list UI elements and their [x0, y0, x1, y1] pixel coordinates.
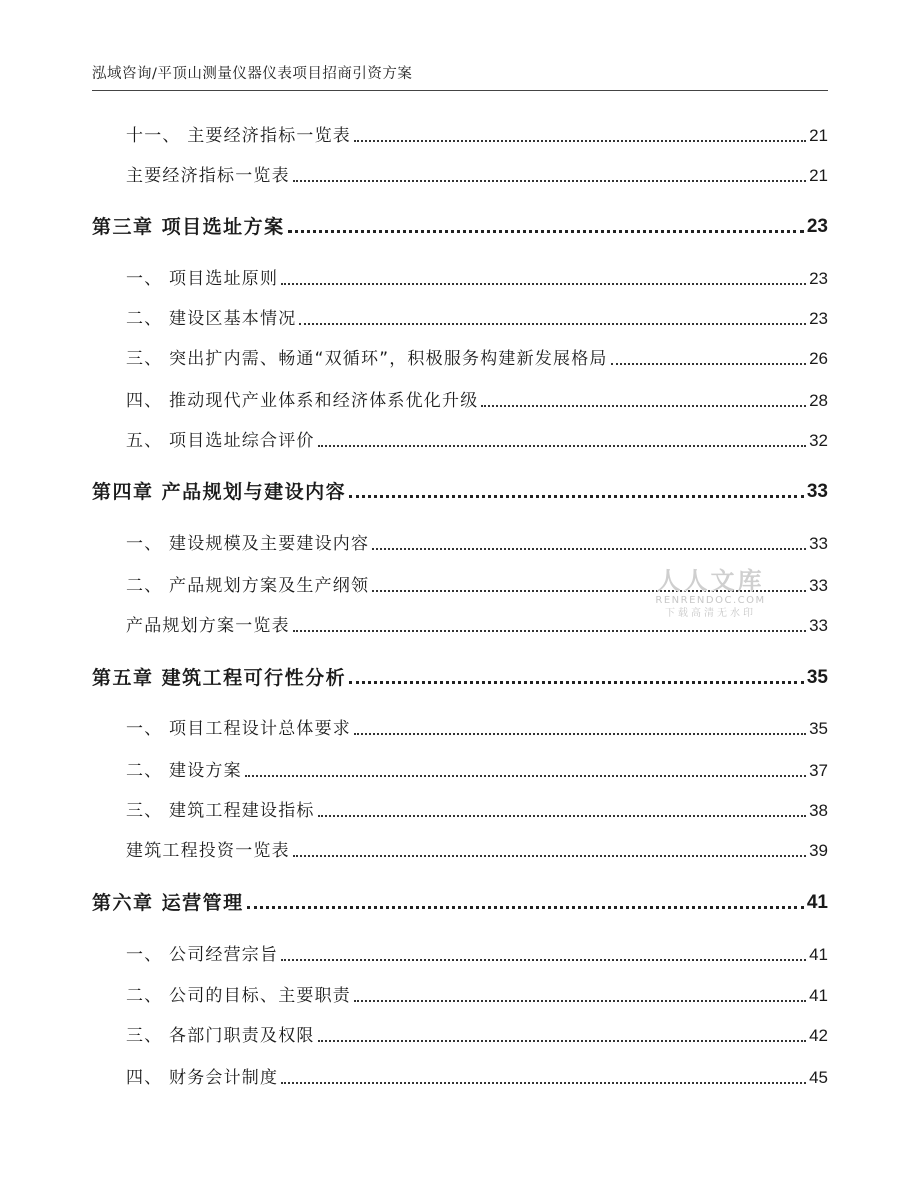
toc-entry-page: 21 — [809, 126, 828, 145]
toc-leader-dots — [288, 229, 804, 233]
toc-entry[interactable] — [126, 1067, 828, 1089]
toc-entry-label: 第四章 产品规划与建设内容 — [92, 481, 347, 503]
toc-entry[interactable] — [126, 533, 828, 555]
toc-entry-page: 21 — [809, 166, 828, 185]
toc-entry-label: 建筑工程投资一览表 — [126, 841, 290, 861]
toc-entry-label: 三、 各部门职责及权限 — [126, 1026, 315, 1046]
toc-chapter-entry[interactable] — [92, 216, 828, 238]
toc-leader-dots — [349, 494, 804, 498]
toc-entry-page: 35 — [806, 667, 828, 688]
toc-leader-dots — [299, 322, 806, 325]
watermark-note: 下载高清无水印 — [665, 608, 756, 619]
toc-entry-label: 四、 推动现代产业体系和经济体系优化升级 — [126, 391, 479, 411]
toc-entry-label: 二、 产品规划方案及生产纲领 — [126, 576, 370, 596]
toc-entry-label: 二、 建设方案 — [126, 761, 242, 781]
toc-entry-label: 产品规划方案一览表 — [126, 616, 290, 636]
toc-leader-dots — [354, 732, 806, 735]
toc-entry-label: 一、 公司经营宗旨 — [126, 945, 279, 965]
toc-entry-page: 41 — [806, 892, 828, 913]
toc-entry-page: 35 — [809, 719, 828, 738]
toc-entry-label: 五、 项目选址综合评价 — [126, 431, 315, 451]
toc-entry[interactable] — [126, 760, 828, 782]
toc-chapter-entry[interactable] — [92, 667, 828, 689]
toc-leader-dots — [293, 179, 806, 182]
toc-leader-dots — [318, 1039, 806, 1042]
toc-entry-page: 26 — [809, 349, 828, 368]
toc-entry-label: 二、 建设区基本情况 — [126, 309, 297, 329]
toc-entry[interactable] — [126, 125, 828, 147]
toc-leader-dots — [245, 774, 806, 777]
toc-leader-dots — [372, 547, 806, 550]
toc-entry[interactable] — [126, 944, 828, 966]
toc-entry-page: 23 — [809, 269, 828, 288]
toc-leader-dots — [354, 999, 806, 1002]
watermark-brand: 人人文库 — [656, 567, 765, 595]
toc-entry-label: 一、 建设规模及主要建设内容 — [126, 534, 370, 554]
toc-entry-page: 39 — [809, 841, 828, 860]
toc-leader-dots — [318, 814, 806, 817]
toc-leader-dots — [354, 139, 806, 142]
toc-entry-label: 二、 公司的目标、主要职责 — [126, 986, 352, 1006]
header-rule — [92, 90, 828, 91]
toc-entry-page: 38 — [809, 801, 828, 820]
toc-leader-dots — [481, 404, 806, 407]
toc-entry[interactable] — [126, 430, 828, 452]
toc-entry-page: 42 — [809, 1026, 828, 1045]
toc-entry[interactable] — [126, 1025, 828, 1047]
toc-entry[interactable] — [126, 165, 828, 187]
toc-entry-page: 28 — [809, 391, 828, 410]
toc-entry-label: 一、 项目选址原则 — [126, 269, 279, 289]
toc-entry-page: 33 — [809, 616, 828, 635]
watermark-domain: RENRENDOC.COM — [655, 595, 766, 606]
toc-entry[interactable] — [126, 390, 828, 412]
toc-entry-page: 33 — [809, 576, 828, 595]
toc-leader-dots — [318, 444, 806, 447]
toc-entry-page: 33 — [809, 534, 828, 553]
toc-entry-label: 第六章 运营管理 — [92, 892, 244, 914]
toc-entry-page: 33 — [806, 481, 828, 502]
toc-entry-label: 十一、 主要经济指标一览表 — [126, 126, 352, 146]
toc-leader-dots — [293, 629, 806, 632]
toc-entry-page: 23 — [809, 309, 828, 328]
toc-entry-label: 一、 项目工程设计总体要求 — [126, 719, 352, 739]
toc-entry-page: 41 — [809, 945, 828, 964]
toc-entry-label: 第五章 建筑工程可行性分析 — [92, 667, 347, 689]
toc-entry-page: 45 — [809, 1068, 828, 1087]
toc-entry[interactable] — [126, 800, 828, 822]
toc-leader-dots — [247, 905, 804, 909]
toc-entry-label: 三、 突出扩内需、畅通“双循环”，积极服务构建新发展格局 — [126, 349, 608, 369]
toc-entry-label: 三、 建筑工程建设指标 — [126, 801, 315, 821]
running-header: 泓域咨询/平顶山测量仪器仪表项目招商引资方案 — [92, 66, 413, 82]
toc-entry-page: 41 — [809, 986, 828, 1005]
toc-entry-label: 四、 财务会计制度 — [126, 1068, 279, 1088]
toc-leader-dots — [281, 958, 806, 961]
toc-leader-dots — [281, 282, 806, 285]
toc-leader-dots — [293, 854, 806, 857]
toc-entry-page: 37 — [809, 761, 828, 780]
toc-entry[interactable] — [126, 985, 828, 1007]
toc-chapter-entry[interactable] — [92, 892, 828, 914]
toc-entry-label: 第三章 项目选址方案 — [92, 216, 285, 238]
toc-entry-label: 主要经济指标一览表 — [126, 166, 290, 186]
toc-entry[interactable] — [126, 268, 828, 290]
toc-leader-dots — [611, 362, 806, 365]
toc-entry-page: 32 — [809, 431, 828, 450]
toc-entry[interactable] — [126, 348, 828, 370]
watermark — [648, 567, 773, 621]
toc-entry[interactable] — [126, 840, 828, 862]
toc-entry-page: 23 — [806, 216, 828, 237]
toc-leader-dots — [281, 1081, 806, 1084]
toc-entry[interactable] — [126, 308, 828, 330]
toc-chapter-entry[interactable] — [92, 481, 828, 503]
toc-entry[interactable] — [126, 718, 828, 740]
toc-leader-dots — [349, 680, 804, 684]
